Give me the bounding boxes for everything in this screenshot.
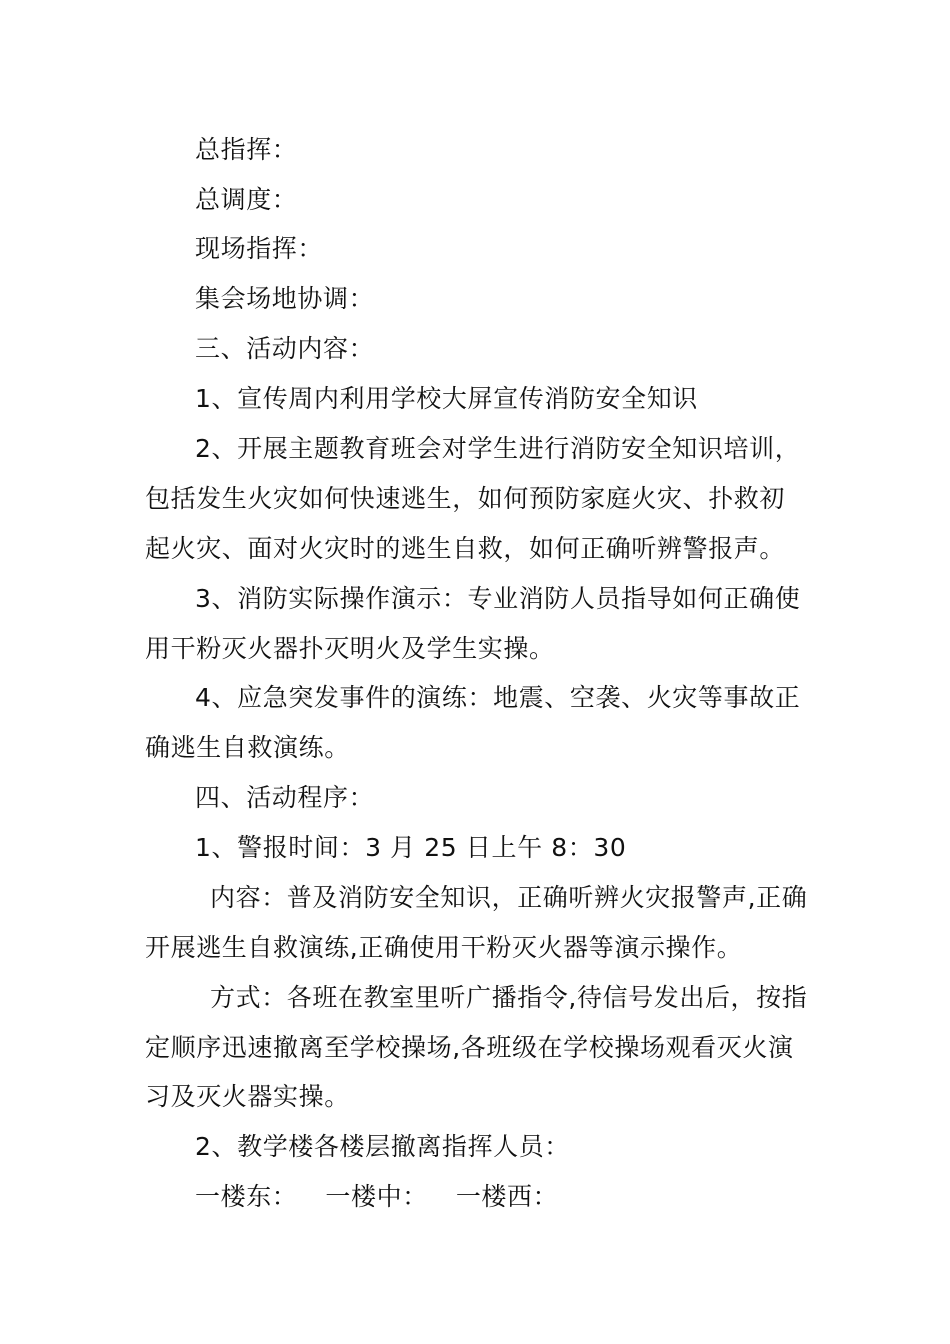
section-3-item-4-line-1: 4、应急突发事件的演练：地震、空袭、火灾等事故正 xyxy=(195,683,801,712)
section-3-item-3-line-1: 3、消防实际操作演示：专业消防人员指导如何正确使 xyxy=(195,584,801,613)
section-4-content-line-1: 内容：普及消防安全知识，正确听辨火灾报警声,正确 xyxy=(210,883,808,912)
section-4-method-line-1: 方式：各班在教室里听广播指令,待信号发出后，按指 xyxy=(210,983,808,1012)
section-3-item-4-line-2: 确逃生自救演练。 xyxy=(145,733,350,762)
role-assembly-coordinator: 集会场地协调： xyxy=(195,284,375,313)
section-3-heading: 三、活动内容： xyxy=(195,334,375,363)
floor-middle-label: 一楼中： xyxy=(325,1182,428,1211)
section-4-heading: 四、活动程序： xyxy=(195,783,375,812)
section-3-item-3-line-2: 用干粉灭火器扑灭明火及学生实操。 xyxy=(145,634,555,663)
floor-west-label: 一楼西： xyxy=(455,1182,559,1211)
role-site-commander: 现场指挥： xyxy=(195,234,324,263)
section-4-method-line-3: 习及灭火器实操。 xyxy=(145,1082,350,1111)
section-3-item-2-line-1: 2、开展主题教育班会对学生进行消防安全知识培训， xyxy=(195,434,801,463)
section-4-method-line-2: 定顺序迅速撤离至学校操场,各班级在学校操场观看灭火演 xyxy=(145,1033,794,1062)
section-3-item-1: 1、宣传周内利用学校大屏宣传消防安全知识 xyxy=(195,384,698,413)
floor-east-label: 一楼东： xyxy=(195,1182,298,1211)
section-4-item-1: 1、警报时间：3 月 25 日上午 8：30 xyxy=(195,833,627,862)
floor-commanders-row xyxy=(195,1181,586,1213)
section-3-item-2-line-3: 起火灾、面对火灾时的逃生自救，如何正确听辨警报声。 xyxy=(145,534,786,563)
section-4-content-line-2: 开展逃生自救演练,正确使用干粉灭火器等演示操作。 xyxy=(145,933,743,962)
section-4-item-2: 2、教学楼各楼层撤离指挥人员： xyxy=(195,1132,570,1161)
role-dispatcher: 总调度： xyxy=(195,185,298,214)
section-3-item-2-line-2: 包括发生火灾如何快速逃生，如何预防家庭火灾、扑救初 xyxy=(145,484,786,513)
role-commander: 总指挥： xyxy=(195,135,298,164)
